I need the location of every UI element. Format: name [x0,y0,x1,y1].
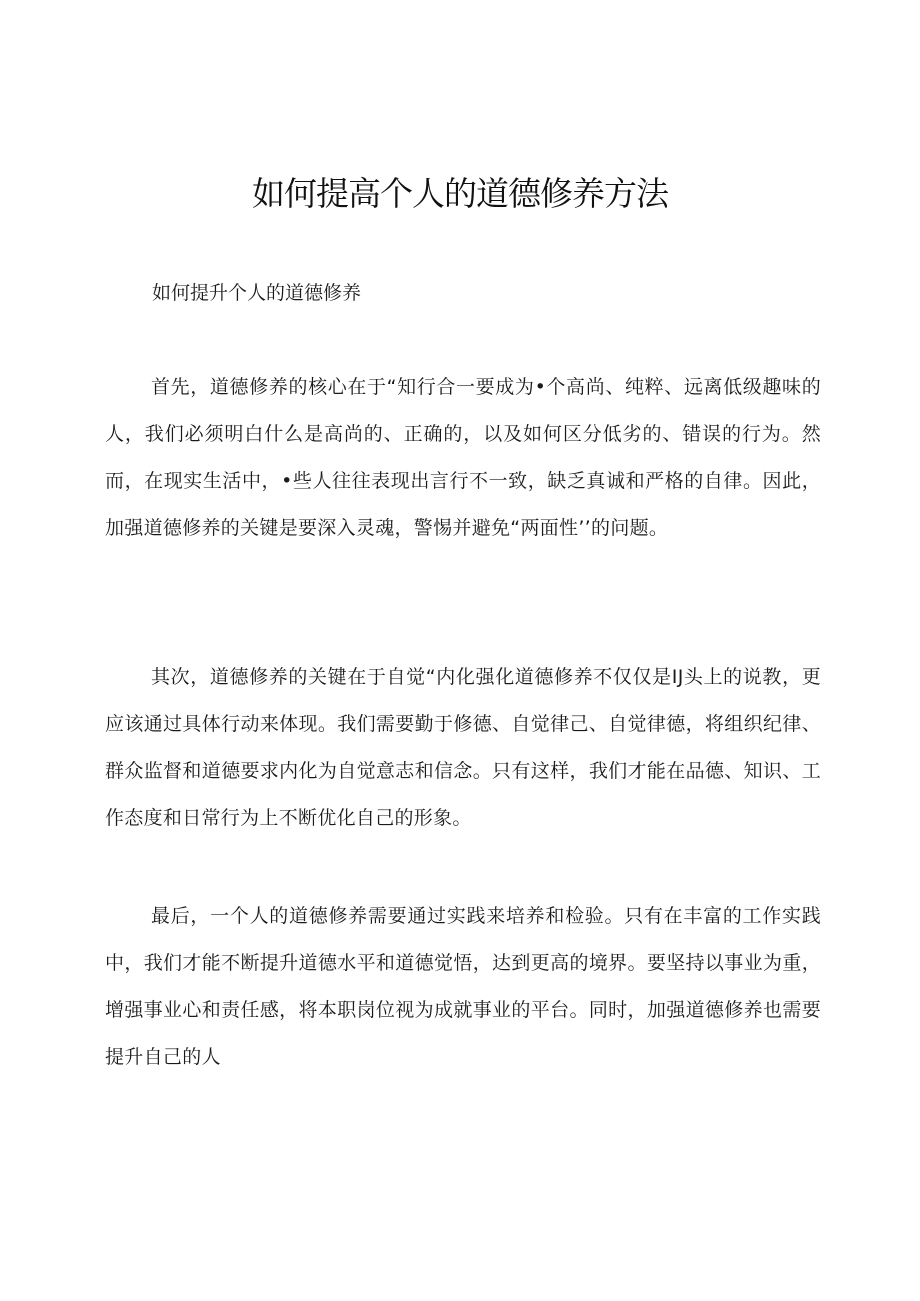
document-subtitle: 如何提升个人的道德修养 [152,282,362,304]
paragraph-third: 最后，一个人的道德修养需要通过实践来培养和检验。只有在丰富的工作实践中，我们才能不断提升道德水平和道德觉悟，达到更高的境界。要坚持以事业为重，增强事业心和责任感，将本职岗位视为成就事业的平台。同时，加强道德修养也需要提升自己的人 [105,905,821,1068]
paragraph-second: 其次，道德修养的关键在于自觉“内化强化道德修养不仅仅是IJ头上的说教，更应该通过具体行动来体现。我们需要勤于修德、自觉律己、自觉律德，将组织纪律、群众监督和道德要求内化为自觉意志和信念。只有这样，我们才能在品德、知识、工作态度和日常行为上不断优化自己的形象。 [105,666,821,829]
paragraph-first: 首先，道德修养的核心在于“知行合一要成为•个高尚、纯粹、远离低级趣味的人，我们必须明白什么是高尚的、正确的，以及如何区分低劣的、错误的行为。然而，在现实生活中，•些人往往表现出言行不一致，缺乏真诚和严格的自律。因此，加强道德修养的关键是要深入灵魂，警惕并避免“两面性’’的问题。 [105,376,821,539]
page-title: 如何提高个人的道德修养方法 [252,174,668,213]
